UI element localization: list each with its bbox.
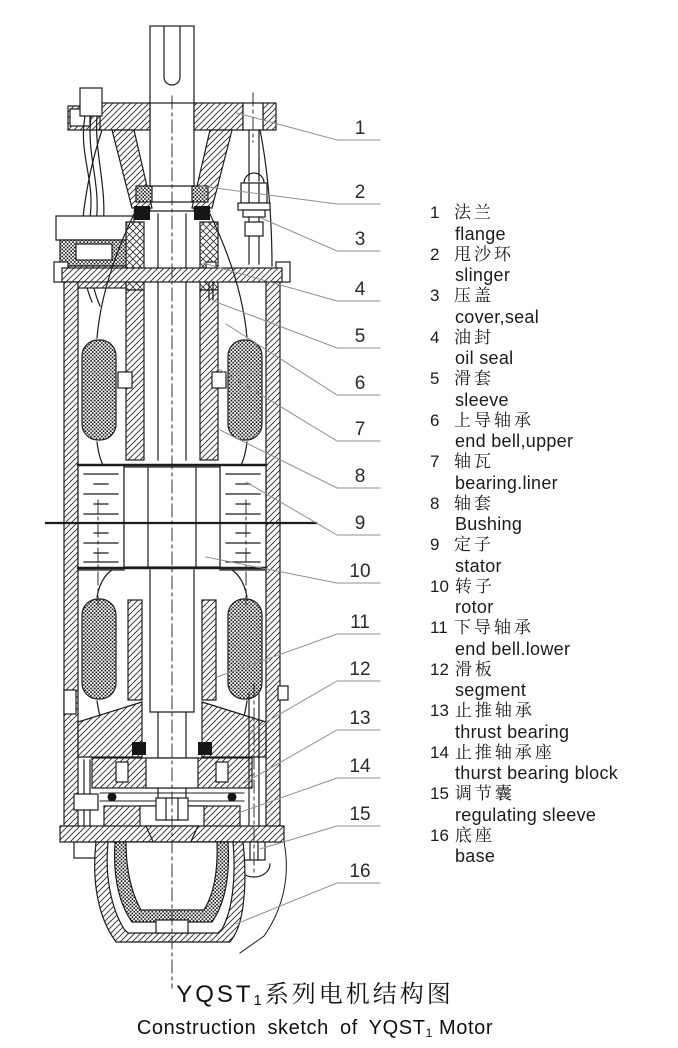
legend-name-en: sleeve xyxy=(455,389,509,410)
callout-8: 8 xyxy=(354,466,366,487)
callout-5: 5 xyxy=(354,326,366,347)
legend-name-zh: 轴套 xyxy=(454,493,494,513)
legend-item xyxy=(430,618,618,660)
legend-number: 15 xyxy=(430,784,449,803)
callout-16: 16 xyxy=(349,861,371,882)
legend-item xyxy=(430,784,618,826)
legend-number: 4 xyxy=(430,327,440,347)
legend-name-zh: 底座 xyxy=(454,825,495,845)
legend-number: 14 xyxy=(430,742,449,762)
title-zh-suffix: 系列电机结构图 xyxy=(264,981,454,1008)
callout-11: 11 xyxy=(350,612,370,633)
legend-number: 1 xyxy=(430,203,440,222)
legend-item xyxy=(430,328,618,370)
legend-name-en: oil seal xyxy=(455,348,514,369)
legend-item xyxy=(430,452,618,494)
legend-name-zh: 法兰 xyxy=(454,203,494,222)
legend-name-en: end bell.lower xyxy=(455,638,571,659)
legend-number: 6 xyxy=(430,410,440,430)
legend-name-zh: 转子 xyxy=(454,576,495,596)
callout-6: 6 xyxy=(354,373,366,394)
callout-1: 1 xyxy=(354,118,366,139)
title-en-subscript: 1 xyxy=(425,1026,434,1040)
legend-name-en: cover,seal xyxy=(455,306,540,327)
legend-name-zh: 止推轴承座 xyxy=(454,742,555,762)
title-english xyxy=(30,1017,600,1040)
legend-number: 2 xyxy=(430,244,440,264)
callout-7: 7 xyxy=(354,419,366,440)
callout-labels xyxy=(349,118,371,882)
legend-name-zh: 下导轴承 xyxy=(454,618,534,637)
legend-name-en: flange xyxy=(455,223,506,244)
legend-item xyxy=(430,203,618,245)
legend-item xyxy=(430,743,618,785)
cover-seal-bolt xyxy=(238,130,270,264)
legend-name-zh: 滑套 xyxy=(454,369,494,388)
legend-name-en: regulating sleeve xyxy=(455,804,597,825)
legend-name-en: slinger xyxy=(455,265,511,286)
legend-number: 3 xyxy=(430,286,440,305)
legend-name-zh: 上导轴承 xyxy=(454,410,534,430)
legend-name-en: end bell,upper xyxy=(455,431,574,452)
legend-number: 9 xyxy=(430,535,440,554)
callout-13: 13 xyxy=(349,708,371,729)
legend-name-en: Bushing xyxy=(455,514,523,535)
title-chinese xyxy=(30,982,600,1014)
callout-14: 14 xyxy=(349,756,371,777)
legend-item xyxy=(430,411,618,453)
callout-9: 9 xyxy=(354,513,366,534)
legend-name-en: bearing.liner xyxy=(455,472,558,493)
legend-name-zh: 定子 xyxy=(454,535,494,554)
legend-item xyxy=(430,245,618,287)
legend-name-zh: 滑板 xyxy=(454,659,495,679)
legend-item xyxy=(430,701,618,743)
title-block xyxy=(30,982,600,1040)
legend-number: 7 xyxy=(430,452,440,471)
legend-number: 16 xyxy=(430,825,449,845)
legend-name-zh: 甩沙环 xyxy=(454,244,514,264)
title-zh-prefix: YQST xyxy=(176,981,254,1008)
callout-3: 3 xyxy=(354,229,366,250)
legend-item xyxy=(430,826,618,868)
legend-item xyxy=(430,286,618,328)
legend-name-zh: 油封 xyxy=(454,327,494,347)
legend-name-en: segment xyxy=(455,680,527,701)
parts-legend xyxy=(430,203,618,867)
legend-number: 13 xyxy=(430,701,449,720)
legend-name-en: rotor xyxy=(455,597,494,618)
callout-15: 15 xyxy=(349,804,371,825)
legend-number: 5 xyxy=(430,369,440,388)
legend-name-en: base xyxy=(455,846,496,867)
legend-number: 10 xyxy=(430,576,449,596)
legend-name-zh: 止推轴承 xyxy=(454,701,535,720)
legend-number: 12 xyxy=(430,659,449,679)
title-zh-subscript: 1 xyxy=(253,993,265,1009)
callout-4: 4 xyxy=(354,279,366,300)
callout-12: 12 xyxy=(349,659,371,680)
legend-name-zh: 压盖 xyxy=(454,286,494,305)
legend-number: 8 xyxy=(430,493,440,513)
title-en-suffix: Motor xyxy=(439,1017,494,1039)
legend-name-en: stator xyxy=(455,555,502,576)
legend-name-en: thurst bearing block xyxy=(455,763,619,784)
legend-name-zh: 调节囊 xyxy=(454,784,515,803)
legend-number: 11 xyxy=(430,618,448,637)
callout-2: 2 xyxy=(354,182,366,203)
legend-name-en: thrust bearing xyxy=(455,721,570,742)
callout-10: 10 xyxy=(349,561,371,582)
title-en-prefix: Construction sketch of YQST xyxy=(136,1017,426,1039)
legend-item xyxy=(430,535,618,577)
legend-item xyxy=(430,660,618,702)
legend-item xyxy=(430,577,618,619)
legend-name-zh: 轴瓦 xyxy=(454,452,494,471)
legend-item xyxy=(430,369,618,411)
legend-item xyxy=(430,494,618,536)
